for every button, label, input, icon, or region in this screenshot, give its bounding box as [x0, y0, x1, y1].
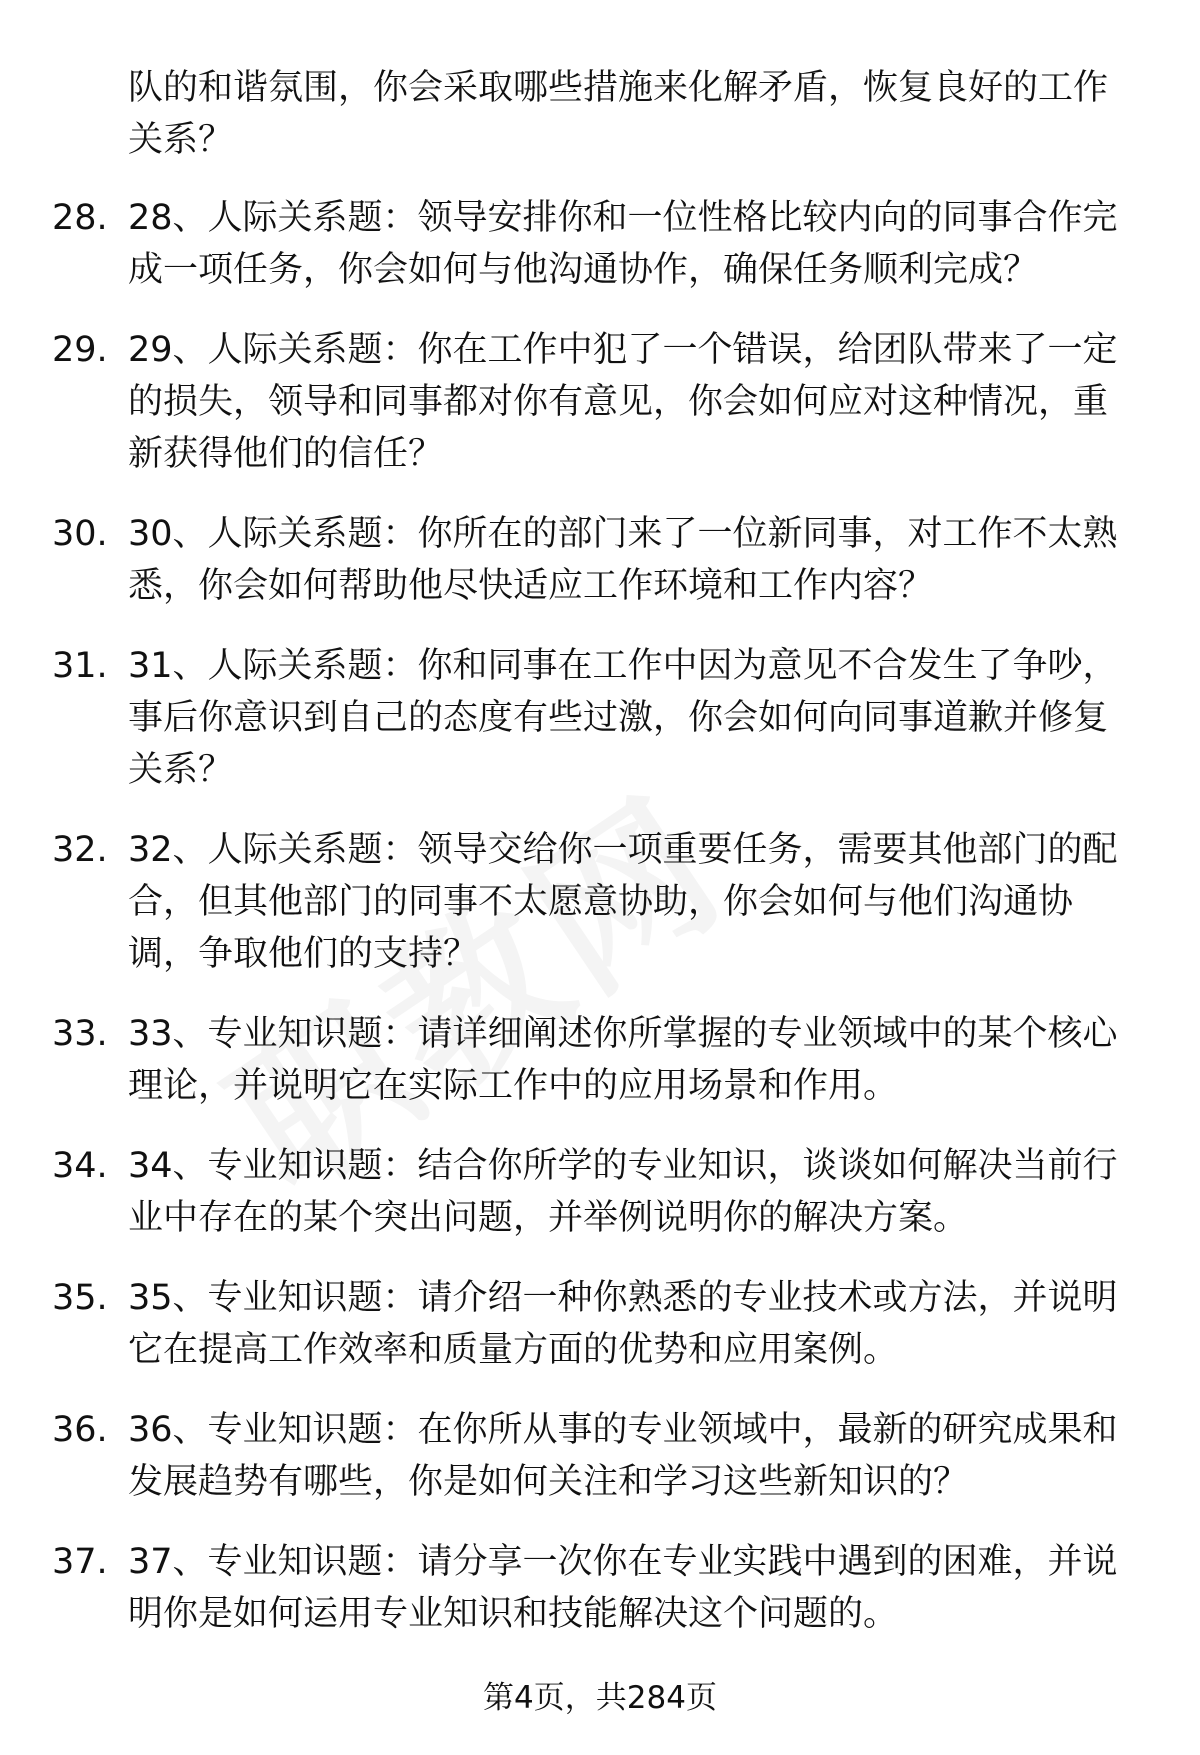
list-item: [0, 508, 1200, 612]
question-text: 33、专业知识题：请详细阐述你所掌握的专业领域中的某个核心理论，并说明它在实际工作中的应用场景和作用。: [128, 1014, 1118, 1106]
list-item: [0, 1008, 1200, 1112]
question-text: 30、人际关系题：你所在的部门来了一位新同事，对工作不太熟悉，你会如何帮助他尽快适应工作环境和工作内容？: [128, 514, 1118, 606]
question-text: 37、专业知识题：请分享一次你在专业实践中遇到的困难，并说明你是如何运用专业知识和技能解决这个问题的。: [128, 1542, 1118, 1634]
list-item: [0, 324, 1200, 480]
list-item: [0, 1536, 1200, 1640]
list-item: [0, 1140, 1200, 1244]
question-number: 37.: [52, 1542, 108, 1582]
list-item: [0, 1404, 1200, 1508]
question-text: 35、专业知识题：请介绍一种你熟悉的专业技术或方法，并说明它在提高工作效率和质量方面的优势和应用案例。: [128, 1278, 1118, 1370]
list-item: [0, 640, 1200, 796]
question-number: 34.: [52, 1146, 108, 1186]
page-footer: 第4页，共284页: [483, 1680, 717, 1716]
question-number: 29.: [52, 330, 108, 370]
question-number: 30.: [52, 514, 108, 554]
list-item: [0, 1272, 1200, 1376]
question-text: 29、人际关系题：你在工作中犯了一个错误，给团队带来了一定的损失，领导和同事都对你有意见，你会如何应对这种情况，重新获得他们的信任？: [128, 330, 1118, 474]
question-number: 31.: [52, 646, 108, 686]
list-item: [0, 824, 1200, 980]
question-number: 35.: [52, 1278, 108, 1318]
continued-question-text: 队的和谐氛围，你会采取哪些措施来化解矛盾，恢复良好的工作关系？: [128, 68, 1109, 160]
question-number: 33.: [52, 1014, 108, 1054]
question-number: 28.: [52, 198, 108, 238]
question-list: [0, 192, 1200, 1668]
question-text: 34、专业知识题：结合你所学的专业知识，谈谈如何解决当前行业中存在的某个突出问题，并举例说明你的解决方案。: [128, 1146, 1118, 1238]
question-text: 32、人际关系题：领导交给你一项重要任务，需要其他部门的配合，但其他部门的同事不太愿意协助，你会如何与他们沟通协调，争取他们的支持？: [128, 830, 1118, 974]
list-item: [0, 192, 1200, 296]
question-number: 36.: [52, 1410, 108, 1450]
question-text: 36、专业知识题：在你所从事的专业领域中，最新的研究成果和发展趋势有哪些，你是如何关注和学习这些新知识的？: [128, 1410, 1118, 1502]
question-number: 32.: [52, 830, 108, 870]
question-text: 28、人际关系题：领导安排你和一位性格比较内向的同事合作完成一项任务，你会如何与他沟通协作，确保任务顺利完成？: [128, 198, 1118, 290]
question-text: 31、人际关系题：你和同事在工作中因为意见不合发生了争吵，事后你意识到自己的态度有些过激，你会如何向同事道歉并修复关系？: [128, 646, 1118, 790]
